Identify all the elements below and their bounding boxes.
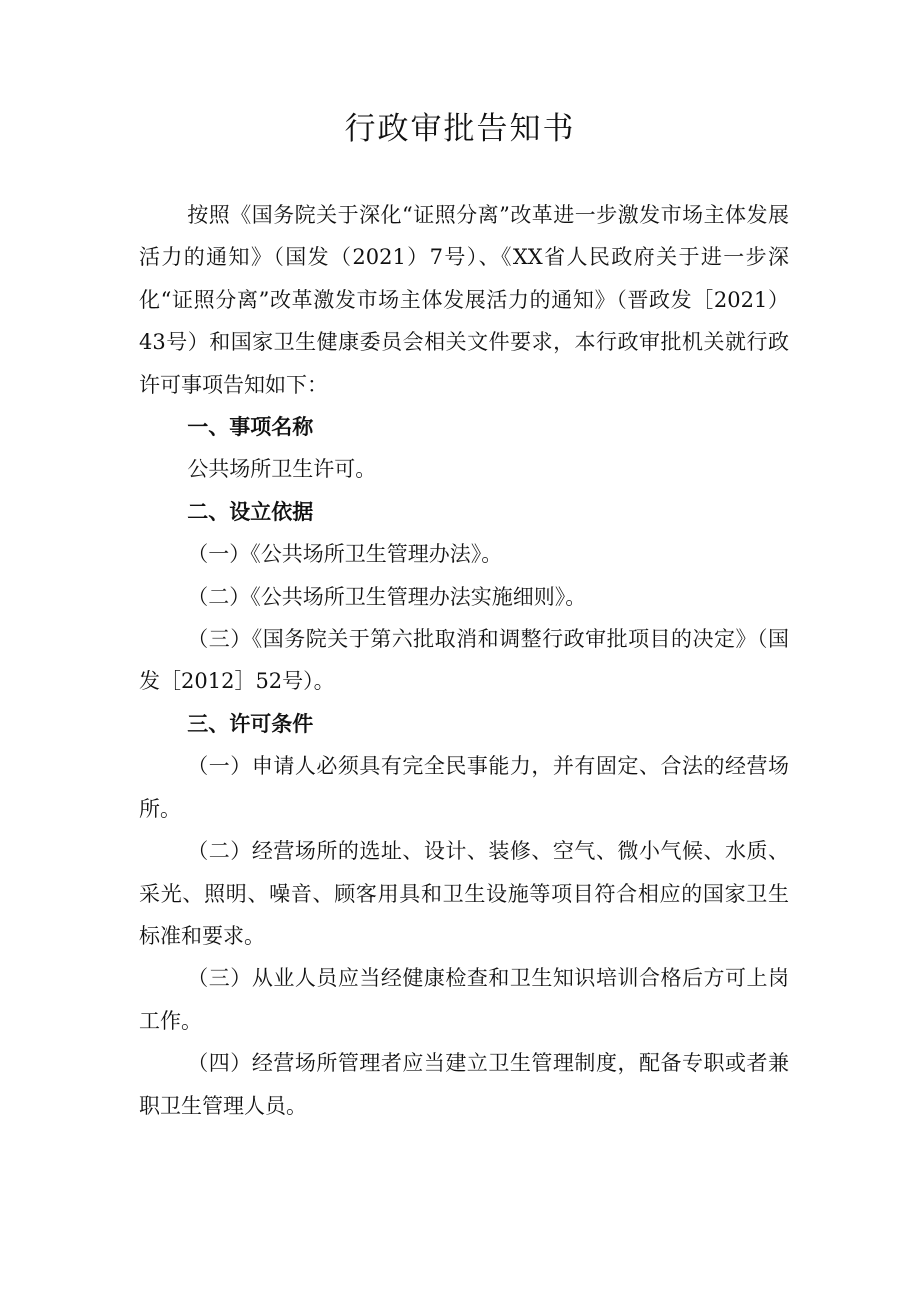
section-paragraph: （一）《公共场所卫生管理办法》。 [187, 542, 503, 567]
document-title: 行政审批告知书 [344, 111, 576, 147]
intro-paragraph: 按照《国务院关于深化“证照分离”改革进一步激发市场主体发展活力的通知》（国发（2021）7号）、《XX省人民政府关于进一步深化“证照分离”改革激发市场主体发展活力的通知》（晋政发［2021）43号）和国家卫生健康委员会相关文件要求，本行政审批机关就行政许可事项告知如下： [139, 203, 789, 397]
section-heading-license-conditions: 三、许可条件 [187, 711, 314, 736]
section-paragraph: （三）《国务院关于第六批取消和调整行政审批项目的决定》（国发［2012］52号）。 [139, 627, 789, 694]
section-paragraph: （二）经营场所的选址、设计、装修、空气、微小气候、水质、采光、照明、噪音、顾客用具和卫生设施等项目符合相应的国家卫生标准和要求。 [139, 839, 789, 948]
section-paragraph: 公共场所卫生许可。 [187, 457, 377, 482]
section-heading-legal-basis: 二、设立依据 [187, 499, 314, 524]
section-paragraph: （四）经营场所管理者应当建立卫生管理制度，配备专职或者兼职卫生管理人员。 [139, 1051, 789, 1118]
section-paragraph: （三）从业人员应当经健康检查和卫生知识培训合格后方可上岗工作。 [139, 966, 789, 1033]
section-heading-item-name: 一、事项名称 [187, 415, 314, 440]
section-paragraph: （二）《公共场所卫生管理办法实施细则》。 [187, 584, 587, 609]
document-body [139, 194, 789, 1127]
section-paragraph: （一）申请人必须具有完全民事能力，并有固定、合法的经营场所。 [139, 754, 789, 821]
